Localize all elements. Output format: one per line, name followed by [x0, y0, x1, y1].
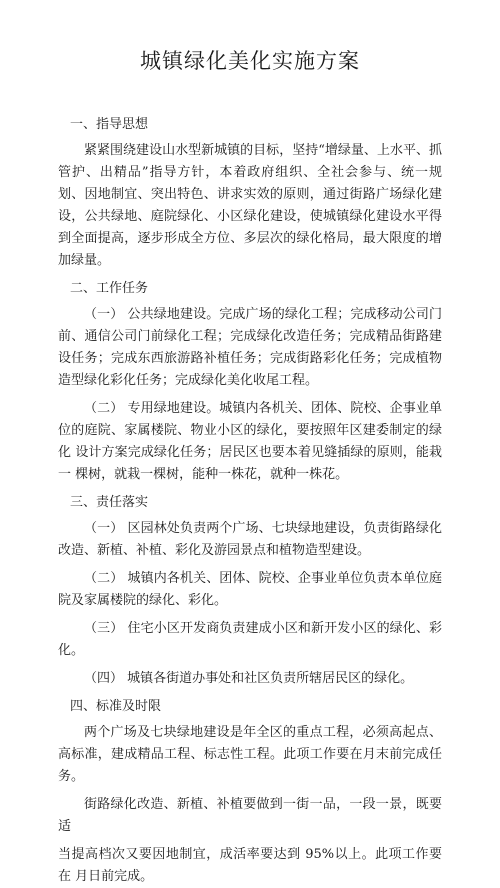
paragraph: （三） 住宅小区开发商负责建成小区和新开发小区的绿化、彩化。: [58, 621, 442, 658]
section-heading: 二、工作任务: [70, 281, 149, 296]
section-heading: 一、指导思想: [70, 117, 149, 132]
paragraph: 街路绿化改造、新植、补植要做到一街一品，一段一景，既要适: [58, 797, 442, 834]
paragraph: （一） 区园林处负责两个广场、七块绿地建设，负责街路绿化改造、新植、补植、彩化及游园景点和植物造型建设。: [58, 521, 442, 558]
section-work-tasks: [58, 278, 442, 486]
section-standards-deadlines: [58, 696, 442, 888]
paragraph: 两个广场及七块绿地建设是年全区的重点工程，必须高起点、高标准，建成精品工程、标志性工程。此项工作要在月末前完成任 务。: [58, 725, 442, 784]
section-heading: 四、标准及时限: [70, 699, 162, 714]
paragraph: （四） 城镇各街道办事处和社区负责所辖居民区的绿化。: [84, 671, 414, 686]
document-title: 城镇绿化美化实施方案: [140, 49, 360, 73]
paragraph: （二） 城镇内各机关、团体、院校、企事业单位负责本单位庭院及家属楼院的绿化、彩化。: [58, 571, 442, 608]
section-responsibility: [58, 492, 442, 690]
paragraph: 紧紧围绕建设山水型新城镇的目标，坚持“增绿量、上水平、抓管护、出精品”指导方针，本着政府组织、全社会参与、统一规 划、因地制宜、突出特色、讲求实效的原则，通过街路广场绿化建 设，公共绿地、庭院绿化、小区绿化建设，使城镇绿化建设水平得 到全面提高，逐步形成全方位、多层次的绿化格局，最大限度的增 加绿量。: [58, 143, 442, 268]
section-guiding-ideology: [58, 114, 442, 272]
paragraph: 当提高档次又要因地制宜，成活率要达到 95%以上。此项工作要在 月日前完成。: [58, 847, 442, 884]
paragraph: （一） 公共绿地建设。完成广场的绿化工程；完成移动公司门前、通信公司门前绿化工程；完成绿化改造任务；完成精品街路建 设任务；完成东西旅游路补植任务；完成街路彩化任务；完成植物 造型绿化彩化任务；完成绿化美化收尾工程。: [58, 307, 442, 388]
section-heading: 三、责任落实: [70, 495, 149, 510]
paragraph: （二） 专用绿地建设。城镇内各机关、团体、院校、企事业单位的庭院、家属楼院、物业小区的绿化，要按照年区建委制定的绿化 设计方案完成绿化任务；居民区也要本着见缝插绿的原则，能栽一 棵树，就栽一棵树，能种一株花，就种一株花。: [58, 401, 442, 482]
